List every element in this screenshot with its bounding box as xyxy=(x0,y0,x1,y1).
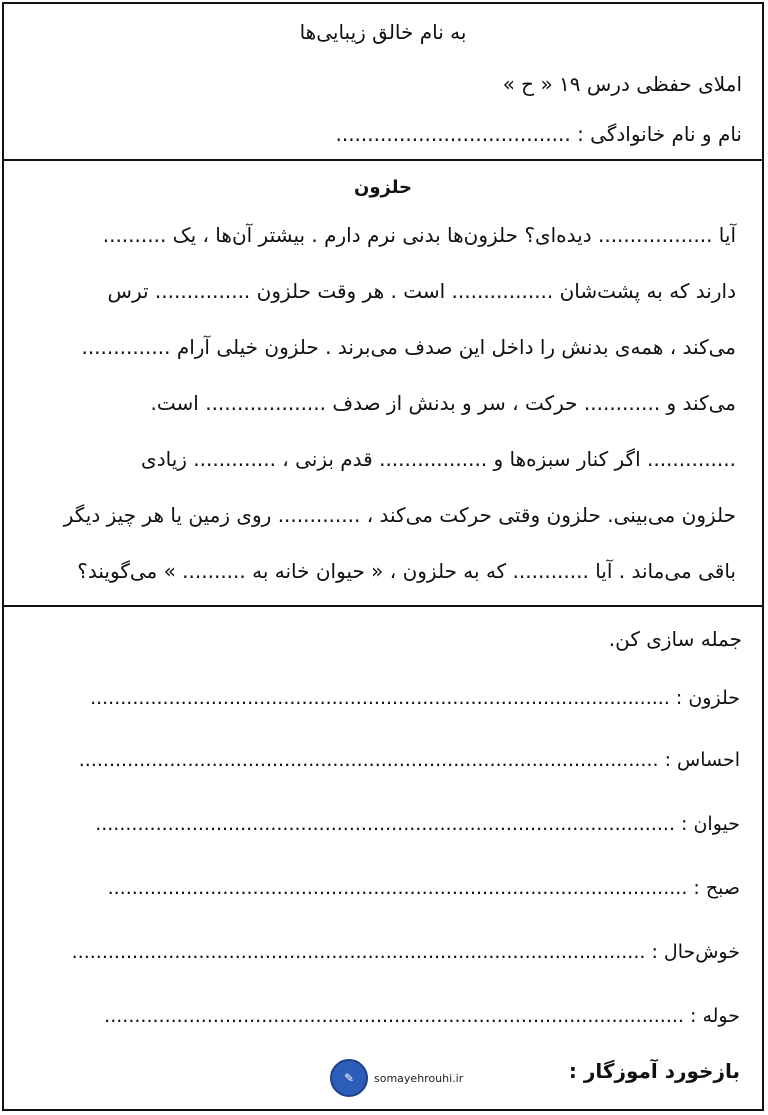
word-label: خوش‌حال : xyxy=(651,941,740,963)
answer-line: ................................................................................................ xyxy=(95,813,675,835)
worksheet xyxy=(2,2,764,1111)
story-line: می‌کند و ............ حرکت ، سر و بدنش از صدف ................... است. xyxy=(150,391,736,415)
lesson-title: املای حفظی درس ۱۹ « ح » xyxy=(502,72,742,96)
teacher-feedback-label: بازخورد آموزگار : xyxy=(568,1059,740,1083)
sentence-row xyxy=(104,1005,740,1027)
answer-line: ................................................................................................ xyxy=(104,1005,684,1027)
name-field-label: نام و نام خانوادگی : ..................................... xyxy=(335,122,742,146)
word-label: صبح : xyxy=(693,877,740,899)
logo-icon: ✎ xyxy=(330,1059,368,1097)
word-label: حوله : xyxy=(690,1005,740,1027)
site-logo xyxy=(330,1059,463,1097)
story-line: می‌کند ، همه‌ی بدنش را داخل این صدف می‌برند . حلزون خیلی آرام .............. xyxy=(81,335,736,359)
answer-line: ................................................................................................ xyxy=(107,877,688,899)
sentence-row xyxy=(72,941,740,963)
answer-line: ................................................................................................ xyxy=(78,749,659,771)
sentence-section xyxy=(4,607,762,1109)
answer-line: ............................................................................................... xyxy=(71,941,646,963)
instruction: جمله سازی کن. xyxy=(608,627,742,651)
dictation-section xyxy=(4,161,762,607)
story-line: باقی می‌ماند . آیا ............ که به حلزون ، « حیوان خانه به .......... » می‌گویند؟ xyxy=(77,559,736,583)
sentence-row xyxy=(90,687,740,709)
header-section xyxy=(4,4,762,161)
basmala: به نام خالق زیبایی‌ها xyxy=(299,20,467,44)
story-title: حلزون xyxy=(353,177,413,198)
word-label: حلزون : xyxy=(675,687,740,709)
sentence-row xyxy=(79,749,740,771)
sentence-row xyxy=(108,877,740,899)
story-line: .............. اگر کنار سبزه‌ها و ................. قدم بزنی ، ............. زیادی xyxy=(141,447,736,471)
story-line: دارند که به پشت‌شان ................ است . هر وقت حلزون ............... ترس xyxy=(107,279,736,303)
word-label: حیوان : xyxy=(681,813,740,835)
word-label: احساس : xyxy=(664,749,740,771)
story-line: حلزون می‌بینی. حلزون وقتی حرکت می‌کند ، ............. روی زمین یا هر چیز دیگر xyxy=(63,503,736,527)
answer-line: ................................................................................................ xyxy=(90,687,670,709)
sentence-row xyxy=(95,813,740,835)
logo-text: somayehrouhi.ir xyxy=(374,1071,464,1085)
story-line: آیا .................. دیده‌ای؟ حلزون‌ها بدنی نرم دارم . بیشتر آن‌ها ، یک .......... xyxy=(102,223,736,247)
